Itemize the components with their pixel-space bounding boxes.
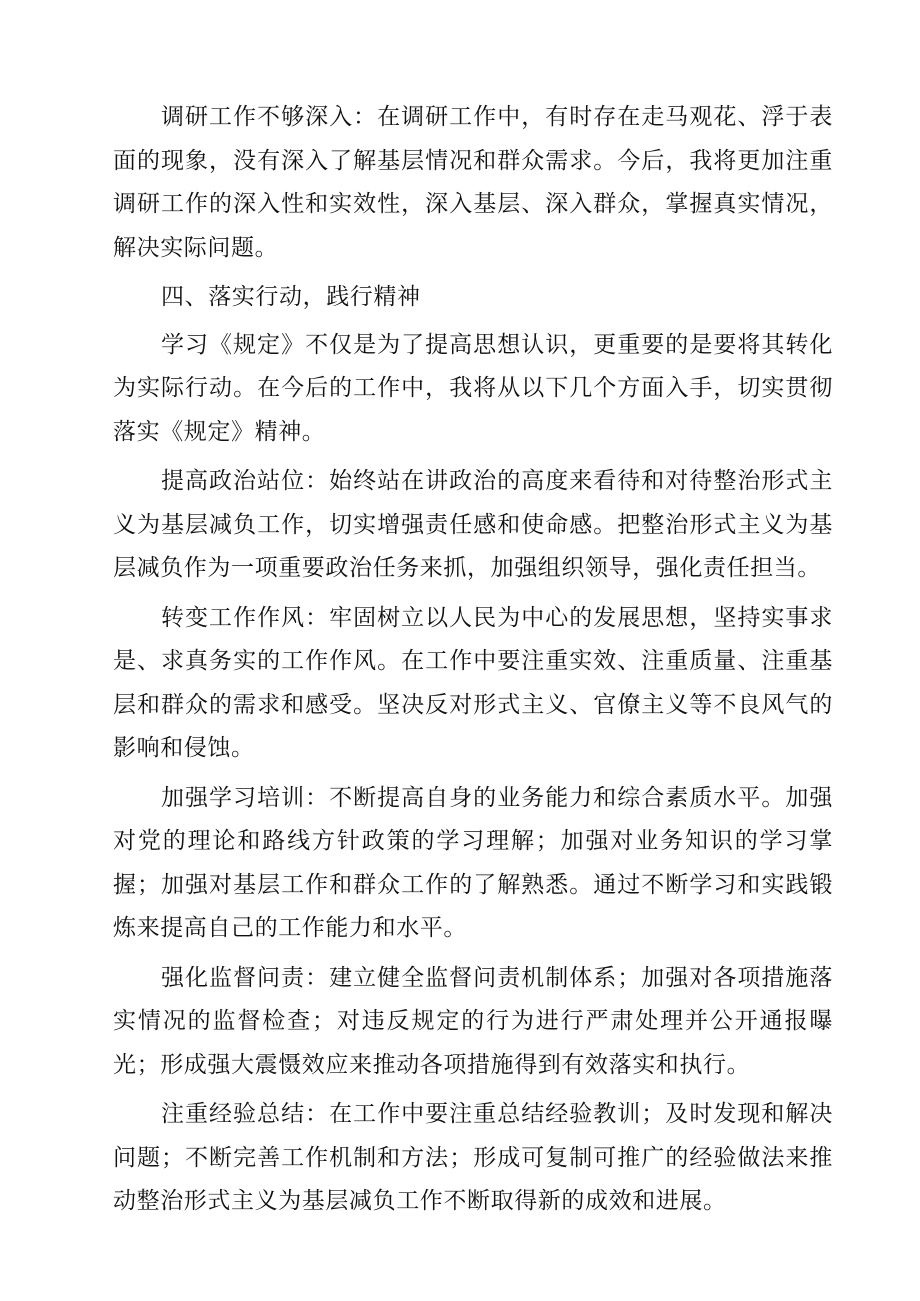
paragraph-work-style: 转变工作作风：牢固树立以人民为中心的发展思想，坚持实事求是、求真务实的工作作风。在工作中要注重实效、注重质量、注重基层和群众的需求和感受。坚决反对形式主义、官僚主义等不良风气的影响和侵蚀。 (113, 604, 833, 761)
section-heading-4: 四、落实行动，践行精神 (161, 284, 421, 310)
document-page (113, 96, 833, 1230)
paragraph-experience-summary: 注重经验总结：在工作中要注重总结经验教训；及时发现和解决问题；不断完善工作机制和方法；形成可复制可推广的经验做法来推动整治形式主义为基层减负工作不断取得新的成效和进展。 (113, 1101, 833, 1214)
paragraph-research-depth: 调研工作不够深入：在调研工作中，有时存在走马观花、浮于表面的现象，没有深入了解基层情况和群众需求。今后，我将更加注重调研工作的深入性和实效性，深入基层、深入群众，掌握真实情况，解决实际问题。 (113, 104, 833, 261)
paragraph-action-intro: 学习《规定》不仅是为了提高思想认识，更重要的是要将其转化为实际行动。在今后的工作中，我将从以下几个方面入手，切实贯彻落实《规定》精神。 (113, 331, 833, 445)
paragraph-learning-training: 加强学习培训：不断提高自身的业务能力和综合素质水平。加强对党的理论和路线方针政策的学习理解；加强对业务知识的学习掌握；加强对基层工作和群众工作的了解熟悉。通过不断学习和实践锻炼来提高自己的工作能力和水平。 (113, 784, 833, 941)
paragraph-supervision: 强化监督问责：建立健全监督问责机制体系；加强对各项措施落实情况的监督检查；对违反规定的行为进行严肃处理并公开通报曝光；形成强大震慑效应来推动各项措施得到有效落实和执行。 (113, 964, 833, 1078)
paragraph-political-stance: 提高政治站位：始终站在讲政治的高度来看待和对待整治形式主义为基层减负工作，切实增强责任感和使命感。把整治形式主义为基层减负作为一项重要政治任务来抓，加强组织领导，强化责任担当。 (113, 468, 833, 581)
